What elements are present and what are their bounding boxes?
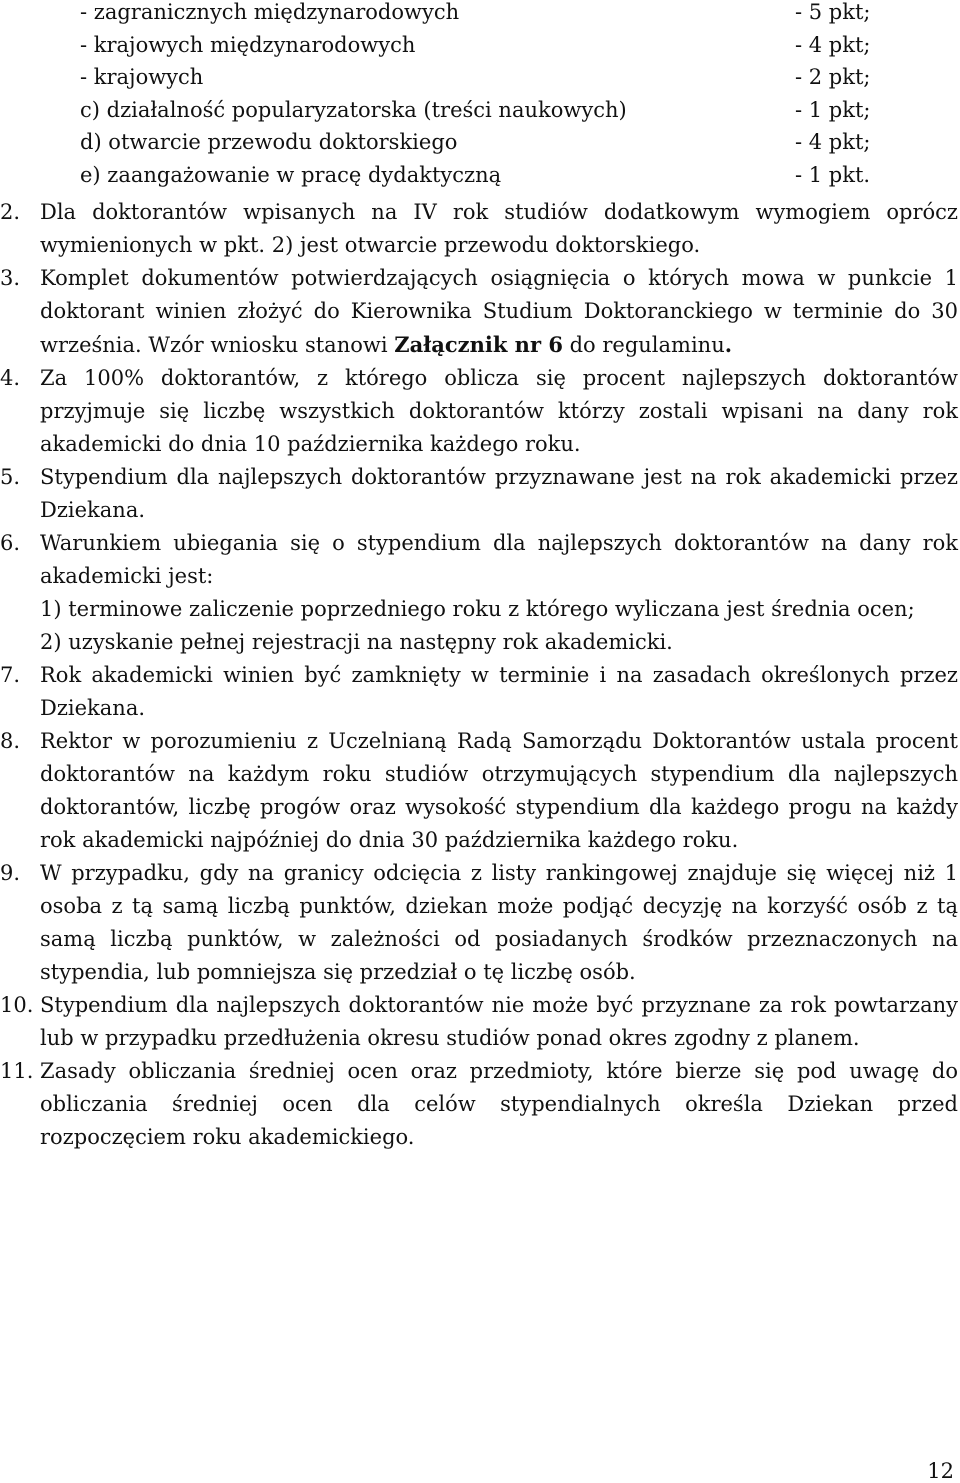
item-text: W przypadku, gdy na granicy odcięcia z listy rankingowej znajduje się więcej niż 1 osoba z tą samą liczbą punktów, dziekan może podjąć decyzję na korzyść osób z tą samą liczbą punktów, w zależności od posiadanych środków przeznaczonych na stypendia, lub pomniejsza się przedział o tę liczbę osób. <box>40 861 958 984</box>
score-points: - 1 pkt; <box>795 97 871 122</box>
score-row <box>80 130 900 163</box>
item-number: 11. <box>0 1059 34 1083</box>
item-number: 6. <box>0 531 21 555</box>
subitem: 2) uzyskanie pełnej rejestracji na następny rok akademicki. <box>40 630 673 654</box>
item-text: Rektor w porozumieniu z Uczelnianą Radą Samorządu Doktorantów ustala procent doktorantów na każdym roku studiów otrzymujących stypendium dla najlepszych doktorantów, liczbę progów oraz wysokość stypendium dla każdego progu na każdy rok akademicki najpóźniej do dnia 30 października każdego roku. <box>40 729 958 852</box>
item-text: Za 100% doktorantów, z którego oblicza się procent najlepszych doktorantów przyjmuje się liczbę wszystkich doktorantów którzy zostali wpisani na dany rok akademicki do dnia 10 października każdego roku. <box>40 366 958 456</box>
score-row <box>80 98 900 131</box>
item-text-part: Komplet dokumentów potwierdzających osiągnięcia o których mowa w punkcie 1 doktorant winien złożyć do Kierownika Studium Doktoranckiego w terminie do 30 września. Wzór wniosku stanowi <box>40 266 958 357</box>
score-points: - 4 pkt; <box>795 130 871 155</box>
list-item <box>0 989 960 1055</box>
item-number: 8. <box>0 729 21 753</box>
score-row <box>80 65 900 98</box>
score-label: e) zaangażowanie w pracę dydaktyczną <box>80 162 502 187</box>
item-number: 2. <box>0 200 21 224</box>
score-row <box>80 163 900 196</box>
list-item <box>0 659 960 725</box>
item-number: 7. <box>0 663 21 687</box>
item-number: 9. <box>0 861 21 885</box>
list-item <box>0 857 960 989</box>
score-label: - krajowych <box>80 65 204 90</box>
score-row <box>80 33 900 66</box>
list-item <box>0 362 960 461</box>
item-text: Stypendium dla najlepszych doktorantów przyznawane jest na rok akademicki przez Dziekana. <box>40 465 958 522</box>
item-number: 4. <box>0 366 21 390</box>
attachment-reference: Załącznik nr 6 <box>394 332 563 357</box>
item-text-part: do regulaminu <box>562 333 725 357</box>
score-label: - krajowych międzynarodowych <box>80 32 416 57</box>
list-item <box>0 196 960 262</box>
score-label: - zagranicznych międzynarodowych <box>80 0 460 24</box>
item-number: 3. <box>0 266 21 290</box>
item-text-intro: Warunkiem ubiegania się o stypendium dla najlepszych doktorantów na dany rok akademicki jest: <box>40 531 958 588</box>
score-points: - 2 pkt; <box>795 65 871 90</box>
item-text: Zasady obliczania średniej ocen oraz przedmioty, które bierze się pod uwagę do obliczania średniej ocen dla celów stypendialnych określa Dziekan przed rozpoczęciem roku akademickiego. <box>40 1059 958 1149</box>
item-text: Dla doktorantów wpisanych na IV rok studiów dodatkowym wymogiem oprócz wymienionych w pkt. 2) jest otwarcie przewodu doktorskiego. <box>40 200 958 257</box>
list-item <box>0 461 960 527</box>
list-item <box>0 1055 960 1154</box>
numbered-list <box>0 196 960 1154</box>
item-text <box>40 262 958 362</box>
score-label: c) działalność popularyzatorska (treści naukowych) <box>80 97 627 122</box>
item-number: 10. <box>0 993 34 1017</box>
subitem: 1) terminowe zaliczenie poprzedniego roku z którego wyliczana jest średnia ocen; <box>40 597 915 621</box>
item-text: Stypendium dla najlepszych doktorantów nie może być przyznane za rok powtarzany lub w przypadku przedłużenia okresu studiów ponad okres zgodny z planem. <box>40 993 958 1050</box>
score-list <box>80 0 900 196</box>
item-text-end: . <box>724 332 733 357</box>
item-number: 5. <box>0 465 21 489</box>
score-points: - 5 pkt; <box>795 0 871 24</box>
item-text: Rok akademicki winien być zamknięty w terminie i na zasadach określonych przez Dziekana. <box>40 663 958 720</box>
list-item <box>0 262 960 362</box>
score-points: - 4 pkt; <box>795 32 871 57</box>
list-item <box>0 527 960 659</box>
page-number: 12 <box>927 1459 954 1483</box>
score-label: d) otwarcie przewodu doktorskiego <box>80 130 458 155</box>
item-text <box>40 527 958 659</box>
score-points: - 1 pkt. <box>795 162 871 187</box>
list-item <box>0 725 960 857</box>
score-row <box>80 0 900 33</box>
